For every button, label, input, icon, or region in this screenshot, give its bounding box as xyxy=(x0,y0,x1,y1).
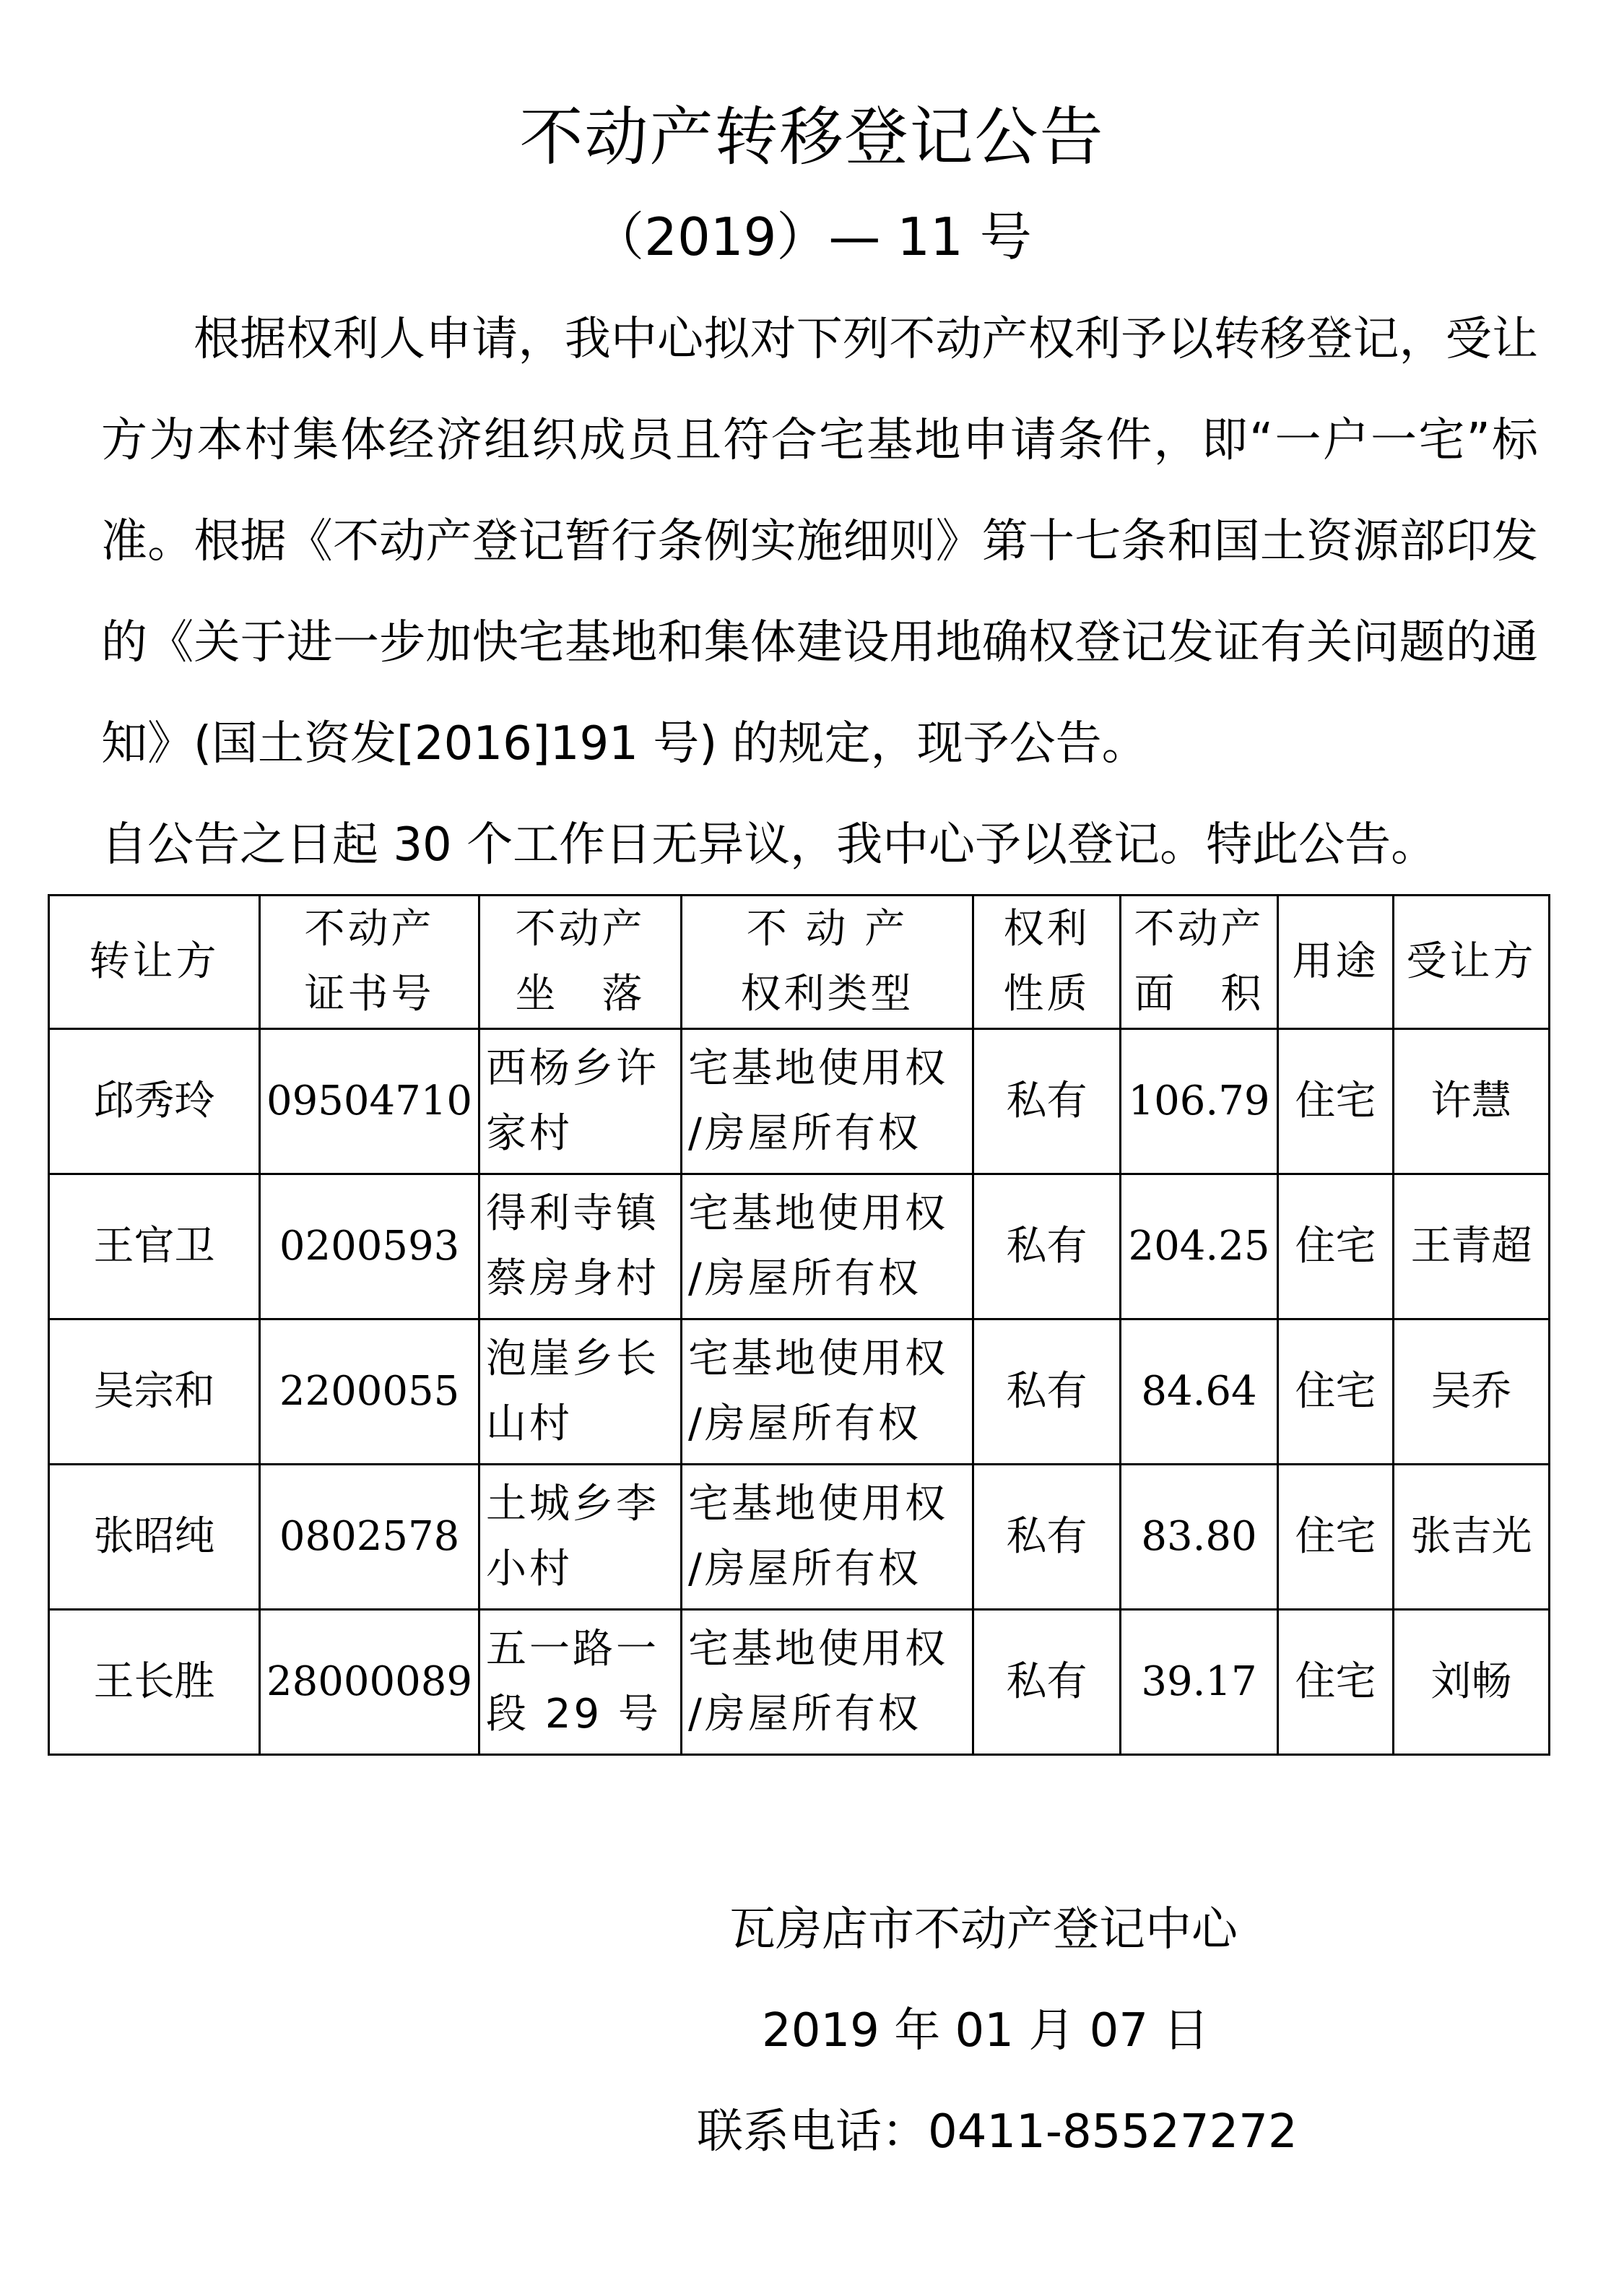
right-type-cell xyxy=(682,1319,973,1465)
table-row xyxy=(49,1465,1550,1610)
right-type-cell-line: 宅基地使用权 xyxy=(688,1481,949,1527)
right-type-cell-line: 宅基地使用权 xyxy=(688,1045,949,1092)
usage-cell: 住宅 xyxy=(1278,1174,1394,1319)
location-cell xyxy=(479,1465,682,1610)
announcement-body xyxy=(101,289,1538,896)
certificate-number-cell: 0802578 xyxy=(260,1465,479,1610)
certificate-number-cell: 0200593 xyxy=(260,1174,479,1319)
area-cell: 39.17 xyxy=(1121,1610,1278,1755)
table-header-cell xyxy=(1278,896,1394,1029)
header-label: 权利类型 xyxy=(740,971,914,1018)
organization-name: 瓦房店市不动产登记中心 xyxy=(729,1903,1238,1956)
header-label: 用途 xyxy=(1292,938,1379,985)
usage-cell: 住宅 xyxy=(1278,1465,1394,1610)
announcement-paragraph-1: 根据权利人申请，我中心拟对下列不动产权利予以转移登记，受让方为本村集体经济组织成员且符合宅基地申请条件，即“一户一宅”标准。根据《不动产登记暂行条例实施细则》第十七条和国土资源部印发的《关于进一步加快宅基地和集体建设用地确权登记发证有关问题的通知》(国土资发[2016]191 号) 的规定，现予公告。 xyxy=(101,313,1538,771)
location-cell-line: 家村 xyxy=(486,1110,573,1157)
usage-cell: 住宅 xyxy=(1278,1610,1394,1755)
header-label: 坐 落 xyxy=(515,971,646,1018)
header-label: 权利 xyxy=(1003,906,1090,953)
table-header-cell xyxy=(1121,896,1278,1029)
transferor-cell: 张昭纯 xyxy=(49,1465,260,1610)
right-type-cell xyxy=(682,1610,973,1755)
header-label: 转让方 xyxy=(89,938,220,985)
table-header-row xyxy=(49,896,1550,1029)
area-cell: 204.25 xyxy=(1121,1174,1278,1319)
right-type-cell xyxy=(682,1465,973,1610)
table-body xyxy=(49,1029,1550,1755)
announcement-date: 2019 年 01 月 07 日 xyxy=(762,2004,1210,2058)
header-label: 证书号 xyxy=(304,971,435,1018)
transferor-cell: 吴宗和 xyxy=(49,1319,260,1465)
location-cell-line: 蔡房身村 xyxy=(486,1255,660,1302)
right-type-cell xyxy=(682,1174,973,1319)
location-cell-line: 得利寺镇 xyxy=(486,1190,660,1237)
area-cell: 84.64 xyxy=(1121,1319,1278,1465)
table-header-cell xyxy=(973,896,1121,1029)
table-header-cell xyxy=(682,896,973,1029)
transferor-cell: 王长胜 xyxy=(49,1610,260,1755)
right-type-cell-line: /房屋所有权 xyxy=(688,1400,921,1447)
document-title: 不动产转移登记公告 xyxy=(519,100,1105,174)
location-cell-line: 小村 xyxy=(486,1546,573,1592)
right-nature-cell: 私有 xyxy=(973,1029,1121,1174)
location-cell-line: 泡崖乡长 xyxy=(486,1335,660,1382)
header-label: 不动产 xyxy=(1134,906,1264,953)
right-type-cell xyxy=(682,1029,973,1174)
table-header-cell xyxy=(1394,896,1550,1029)
area-cell: 83.80 xyxy=(1121,1465,1278,1610)
right-type-cell-line: /房屋所有权 xyxy=(688,1255,921,1302)
certificate-number-cell: 09504710 xyxy=(260,1029,479,1174)
location-cell xyxy=(479,1319,682,1465)
location-cell-line: 山村 xyxy=(486,1400,573,1447)
document-number: （2019）— 11 号 xyxy=(592,207,1032,267)
location-cell-line: 西杨乡许 xyxy=(486,1045,660,1092)
usage-cell: 住宅 xyxy=(1278,1319,1394,1465)
right-type-cell-line: /房屋所有权 xyxy=(688,1546,921,1592)
transferee-cell: 刘畅 xyxy=(1394,1610,1550,1755)
location-cell-line: 土城乡李 xyxy=(486,1481,660,1527)
table-row xyxy=(49,1610,1550,1755)
transferor-cell: 邱秀玲 xyxy=(49,1029,260,1174)
transfer-table-wrapper xyxy=(48,894,1550,1756)
right-type-cell-line: /房屋所有权 xyxy=(688,1110,921,1157)
right-nature-cell: 私有 xyxy=(973,1610,1121,1755)
header-label: 不 动 产 xyxy=(746,906,908,953)
contact-phone: 联系电话：0411-85527272 xyxy=(697,2105,1298,2159)
right-type-cell-line: 宅基地使用权 xyxy=(688,1335,949,1382)
table-row xyxy=(49,1174,1550,1319)
area-cell: 106.79 xyxy=(1121,1029,1278,1174)
certificate-number-cell: 2200055 xyxy=(260,1319,479,1465)
certificate-number-cell: 28000089 xyxy=(260,1610,479,1755)
announcement-paragraph-2: 自公告之日起 30 个工作日无异议，我中心予以登记。特此公告。 xyxy=(101,818,1438,872)
transferee-cell: 王青超 xyxy=(1394,1174,1550,1319)
table-header-cell xyxy=(49,896,260,1029)
right-nature-cell: 私有 xyxy=(973,1319,1121,1465)
table-row xyxy=(49,1319,1550,1465)
transferee-cell: 吴乔 xyxy=(1394,1319,1550,1465)
location-cell-line: 段 29 号 xyxy=(486,1691,661,1738)
table-header-cell xyxy=(260,896,479,1029)
transfer-table xyxy=(48,894,1550,1756)
header-label: 不动产 xyxy=(304,906,435,953)
usage-cell: 住宅 xyxy=(1278,1029,1394,1174)
location-cell-line: 五一路一 xyxy=(486,1626,660,1673)
header-label: 性质 xyxy=(1003,971,1090,1018)
transferee-cell: 许慧 xyxy=(1394,1029,1550,1174)
right-type-cell-line: 宅基地使用权 xyxy=(688,1626,949,1673)
header-label: 受让方 xyxy=(1406,938,1537,985)
right-type-cell-line: /房屋所有权 xyxy=(688,1691,921,1738)
table-row xyxy=(49,1029,1550,1174)
right-nature-cell: 私有 xyxy=(973,1465,1121,1610)
header-label: 不动产 xyxy=(515,906,646,953)
transferee-cell: 张吉光 xyxy=(1394,1465,1550,1610)
location-cell xyxy=(479,1029,682,1174)
location-cell xyxy=(479,1610,682,1755)
location-cell xyxy=(479,1174,682,1319)
transferor-cell: 王官卫 xyxy=(49,1174,260,1319)
right-nature-cell: 私有 xyxy=(973,1174,1121,1319)
header-label: 面 积 xyxy=(1134,971,1264,1018)
table-header-cell xyxy=(479,896,682,1029)
right-type-cell-line: 宅基地使用权 xyxy=(688,1190,949,1237)
